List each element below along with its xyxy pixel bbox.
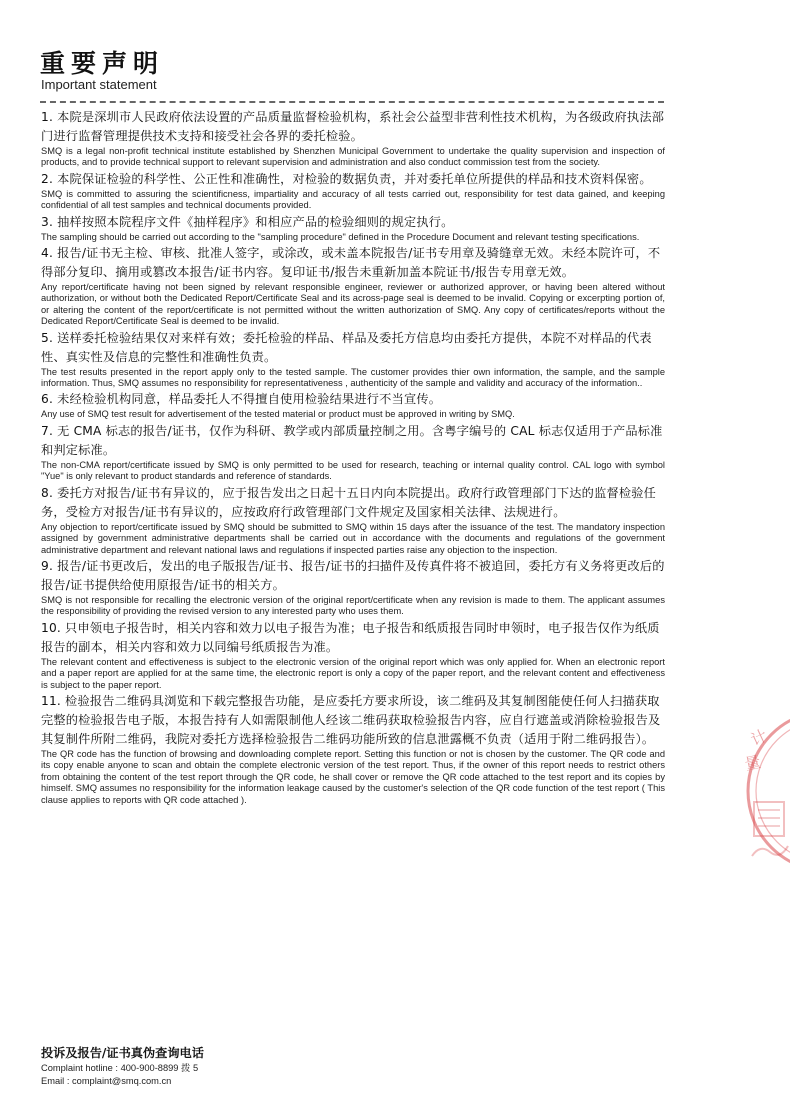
complaint-email: Email : complaint@smq.com.cn [41,1075,172,1086]
clause-8-zh: 8. 委托方对报告/证书有异议的，应于报告发出之日起十五日内向本院提出。政府行政管理部门下达的监督检验任务，受检方对报告/证书有异议的，应按政府行政管理部门文件规定及国家相关法律、法规进行。 [41,485,657,519]
clause-8-en: Any objection to report/certificate issued by SMQ should be submitted to SMQ within 15 days after the issuance of the test. The mandatory inspection assigned by government administrative departments shall be carried out in accordance with the documents and regulations of the government administrative department and relevant national laws and regulations if inspected parties raise any objection to the inspection. [41,521,665,555]
clause-7-zh: 7. 无 CMA 标志的报告/证书，仅作为科研、教学或内部质量控制之用。含粤字编号的 CAL 标志仅适用于产品标准和判定标准。 [41,423,663,457]
seal-stamp-icon [740,706,790,876]
clause-10-en: The relevant content and effectiveness is subject to the electronic version of the original report which was only applied for. When an electronic report and a paper report are applied for at the same time, the electronic report is only a copy of the paper report, and the relevant content and effectiveness is subject to the paper report. [41,656,665,690]
page-title: 重要声明 [40,49,165,78]
complaint-hotline: Complaint hotline : 400-900-8899 拨 5 [41,1063,199,1073]
clause-9-zh: 9. 报告/证书更改后，发出的电子版报告/证书、报告/证书的扫描件及传真件将不被追回，委托方有义务将更改后的报告/证书提供给使用原报告/证书的相关方。 [41,558,665,592]
clause-9-en: SMQ is not responsible for recalling the electronic version of the original report/certificate when any revision is made to them. The applicant assumes the responsibility of providing the revised version to any interested party who uses them. [41,594,665,617]
clause-1-zh: 1. 本院是深圳市人民政府依法设置的产品质量监督检验机构，系社会公益型非营利性技术机构，为各级政府执法部门进行监督管理提供技术支持和接受社会各界的委托检验。 [41,110,665,143]
official-seal-stamp [740,706,790,876]
clause-6-en: Any use of SMQ test result for advertisement of the tested material or product must be approved in writing by SMQ. [41,409,515,420]
contact-title: 投诉及报告/证书真伪查询电话 [41,1046,204,1060]
clause-1-en: SMQ is a legal non-profit technical institute established by Shenzhen Municipal Government to undertake the quality supervision and inspection of products, and to provide technical support to relevant supervision and administration and also conduct commission test from the society. [41,146,665,168]
clause-7-en: The non-CMA report/certificate issued by SMQ is only permitted to be used for research, teaching or internal quality control. CAL logo with symbol "Yue" is only relevant to product standards and reference of standards. [41,459,665,482]
clause-3-en: The sampling should be carried out according to the "sampling procedure" defined in the Procedure Document and relevant testing specifications. [41,231,640,242]
clause-6-zh: 6. 未经检验机构同意，样品委托人不得擅自使用检验结果进行不当宣传。 [41,392,442,407]
seal-text-1: 计 [747,725,771,750]
clause-10-zh: 10. 只申领电子报告时，相关内容和效力以电子报告为准；电子报告和纸质报告同时申领时，电子报告仅作为纸质报告的副本，相关内容和效力以同编号纸质报告为准。 [41,620,660,654]
statement-clauses [41,108,665,807]
clause-11-zh: 11. 检验报告二维码具浏览和下载完整报告功能，是应委托方要求所设，该二维码及其复制图能使任何人扫描获取完整的检验报告电子版，本报告持有人如需限制他人经该二维码获取检验报告内容，应自行遮盖或消除检验报告及其复制件所附二维码，我院对委托方选择检验报告二维码功能所致的信息泄露概不负责（适用于附二维码报告）。 [41,693,661,746]
clause-9 [41,557,665,618]
clause-3-zh: 3. 抽样按照本院程序文件《抽样程序》和相应产品的检验细则的规定执行。 [41,214,454,229]
clause-8 [41,484,665,556]
clause-6 [41,390,665,420]
clause-4-zh: 4. 报告/证书无主检、审核、批准人签字，或涂改，或未盖本院报告/证书专用章及骑缝章无效。未经本院许可，不得部分复印、摘用或篡改本报告/证书内容。复印证书/报告未重新加盖本院证书/报告专用章无效。 [41,246,661,280]
clause-5-en: The test results presented in the report apply only to the tested sample. The customer provides thier own information, the sample, and the sample information. Thus, SMQ assumes no responsibility for representativeness , authenticity of the sample and validity and accuracy of the information.. [41,366,665,389]
clause-7 [41,422,665,483]
title-divider [40,101,664,103]
clause-4 [41,244,665,328]
contact-block [41,1044,441,1087]
clause-5-zh: 5. 送样委托检验结果仅对来样有效；委托检验的样品、样品及委托方信息均由委托方提供，本院不对样品的代表性、真实性及信息的完整性和准确性负责。 [41,330,652,364]
clause-2-zh: 2. 本院保证检验的科学性、公正性和准确性，对检验的数据负责，并对委托单位所提供的样品和技术资料保密。 [41,171,652,186]
clause-3 [41,213,665,243]
clause-11-en: The QR code has the function of browsing and downloading complete report. Setting this function or not is chosen by the customer. The QR code and its copy enable anyone to scan and obtain the complete electronic version of the test report. Thus, if the owner of this report needs to restrict others from obtaining the content of the test report through the QR code, he shall cover or remove the QR code attached to the test report and its copies by himself. SMQ assumes no responsibility for the information leakage caused by the customer's selection of the QR code function of the test report ( This clause applies to reports with QR code attached ). [41,748,665,805]
page-subtitle: Important statement [41,77,157,92]
clause-11 [41,692,665,806]
clause-2 [41,170,665,212]
seal-text-2: 量 [742,751,763,774]
clause-5 [41,329,665,390]
clause-2-en: SMQ is committed to assuring the scientificness, impartiality and accuracy of all tests carried out, responsibility for test data gained, and keeping confidential of all test samples and technical documents provided. [41,188,665,211]
clause-10 [41,619,665,691]
clause-1 [41,108,665,169]
clause-4-en: Any report/certificate having not been signed by relevant responsible engineer, reviewer or authorized approver, or having been altered without authorization, or without both the Dedicated Report/Certificate Seal and its across-page seal is deemed to be invalid. Copying or excerpting portion of, or altering the content of the report/certificate is not permitted without the written authorization of SMQ. Any copy of certificates/reports without the Dedicated Report/Certificate Seal is deemed to be invalid. [41,282,665,327]
